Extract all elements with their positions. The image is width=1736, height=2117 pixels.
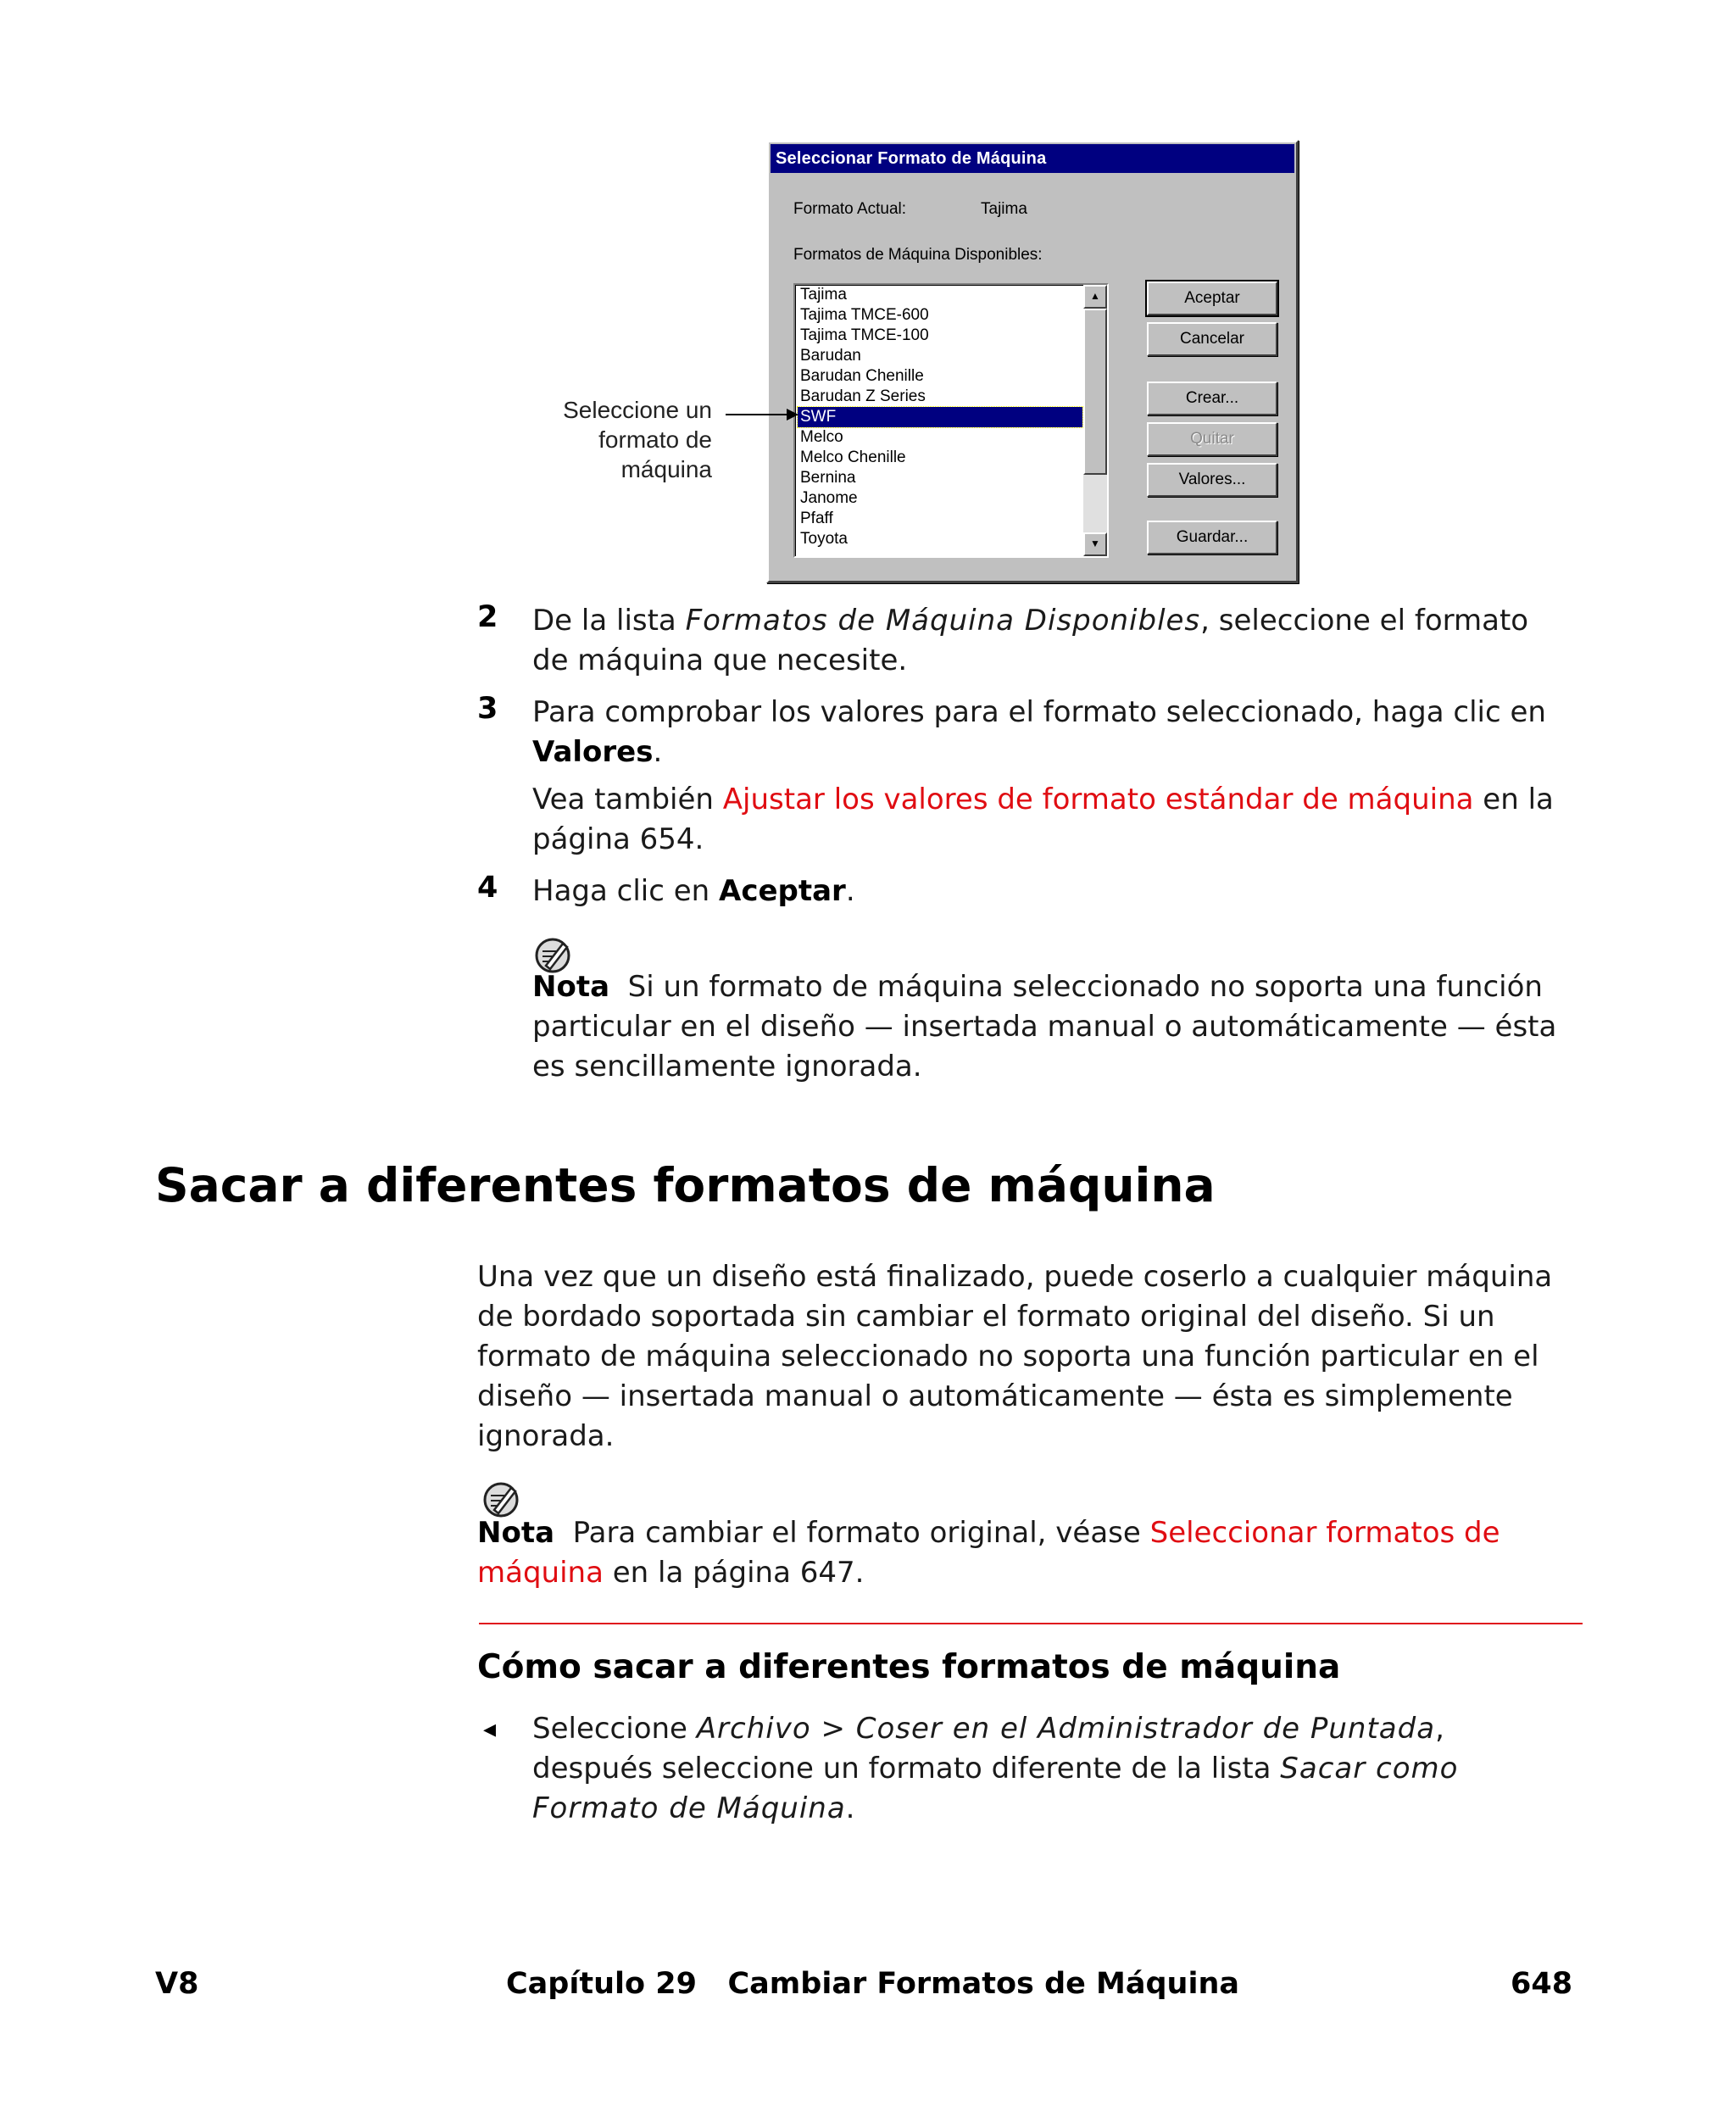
see-also-text: Vea también Ajustar los valores de formato estándar de máquina en la página 654. — [532, 783, 1554, 856]
step-number-3: 3 — [477, 692, 498, 726]
step-3-text: Para comprobar los valores para el formato seleccionado, haga clic en Valores. — [532, 695, 1546, 769]
note-1-text: Nota Si un formato de máquina seleccionado no soporta una función particular en el diseño — insertada manual o automáticamente — ésta es sencillamente ignorada. — [532, 970, 1557, 1084]
step-4-text: Haga clic en Aceptar. — [532, 874, 855, 908]
list-item[interactable]: Janome — [800, 489, 858, 507]
list-item-selected[interactable]: SWF — [798, 407, 1082, 427]
see-also-link[interactable]: Ajustar los valores de formato estándar de máquina — [722, 783, 1474, 816]
list-item[interactable]: Barudan Chenille — [800, 367, 924, 385]
list-item[interactable]: Tajima — [800, 286, 847, 304]
list-item[interactable]: Tajima TMCE-600 — [800, 306, 929, 324]
accept-button[interactable]: Aceptar — [1147, 281, 1277, 315]
callout-line-2: formato de — [598, 426, 712, 453]
footer-version: V8 — [155, 1967, 199, 2001]
section-body: Una vez que un diseño está finalizado, puede coserlo a cualquier máquina de bordado soportada sin cambiar el formato original del diseño. Si un formato de máquina seleccionado no soporta una función particular en el diseño — insertada manual o automáticamente — ésta es simplemente ignorada. — [477, 1260, 1553, 1453]
ui-term: Formatos de Máquina Disponibles — [685, 604, 1201, 638]
list-item[interactable]: Melco — [800, 428, 843, 446]
section-heading: Sacar a diferentes formatos de máquina — [155, 1158, 1216, 1212]
create-button[interactable]: Crear... — [1147, 382, 1277, 415]
available-formats-list[interactable] — [793, 283, 1109, 558]
select-machine-format-dialog — [766, 140, 1299, 583]
current-format-value: Tajima — [981, 200, 1027, 218]
list-item[interactable]: Melco Chenille — [800, 448, 906, 466]
available-formats-label: Formatos de Máquina Disponibles: — [793, 246, 1043, 264]
save-button[interactable]: Guardar... — [1147, 521, 1277, 554]
callout-text — [509, 395, 712, 484]
step-number-4: 4 — [477, 871, 498, 905]
note-label: Nota — [477, 1516, 555, 1550]
callout-line-1: Seleccione un — [563, 397, 712, 423]
select-formats-link-cont[interactable]: máquina — [477, 1556, 604, 1590]
scroll-up-arrow-icon[interactable]: ▲ — [1083, 285, 1107, 309]
footer-page-number: 648 — [1511, 1967, 1573, 2001]
scrollbar-thumb[interactable] — [1083, 309, 1107, 475]
list-item[interactable]: Tajima TMCE-100 — [800, 326, 929, 344]
callout-arrow-icon — [787, 409, 798, 421]
section-divider — [479, 1623, 1583, 1624]
callout-line-3: máquina — [620, 456, 712, 482]
bullet-arrow-icon: ◂ — [483, 1714, 497, 1744]
current-format-label: Formato Actual: — [793, 200, 907, 218]
list-scrollbar[interactable] — [1083, 285, 1107, 556]
list-item[interactable]: Barudan — [800, 347, 861, 365]
menu-path: Archivo > Coser en el Administrador de Puntada — [696, 1712, 1436, 1746]
list-item[interactable]: Barudan Z Series — [800, 387, 926, 405]
remove-button: Quitar — [1147, 422, 1277, 456]
howto-text: Seleccione Archivo > Coser en el Administrador de Puntada, después seleccione un formato diferente de la lista Sacar como Formato de Máquina. — [532, 1712, 1459, 1825]
note-2-text: Nota Para cambiar el formato original, véase Seleccionar formatos de máquina en la página 647. — [477, 1516, 1500, 1590]
select-formats-link[interactable]: Seleccionar formatos de — [1149, 1516, 1500, 1550]
list-item[interactable]: Pfaff — [800, 510, 833, 527]
howto-heading: Cómo sacar a diferentes formatos de máquina — [477, 1648, 1341, 1686]
list-item[interactable]: Toyota — [800, 530, 848, 548]
footer-chapter: Capítulo 29 Cambiar Formatos de Máquina — [506, 1967, 1239, 2001]
scroll-down-arrow-icon[interactable]: ▼ — [1083, 532, 1107, 556]
step-number-2: 2 — [477, 600, 498, 634]
step-2-text: De la lista Formatos de Máquina Disponibles, seleccione el formato de máquina que necesite. — [532, 604, 1529, 677]
note-label: Nota — [532, 970, 610, 1004]
dialog-title: Seleccionar Formato de Máquina — [771, 144, 1294, 173]
values-button[interactable]: Valores... — [1147, 463, 1277, 497]
callout-leader-line — [726, 414, 792, 415]
cancel-button[interactable]: Cancelar — [1147, 322, 1277, 356]
list-item[interactable]: Bernina — [800, 469, 856, 487]
